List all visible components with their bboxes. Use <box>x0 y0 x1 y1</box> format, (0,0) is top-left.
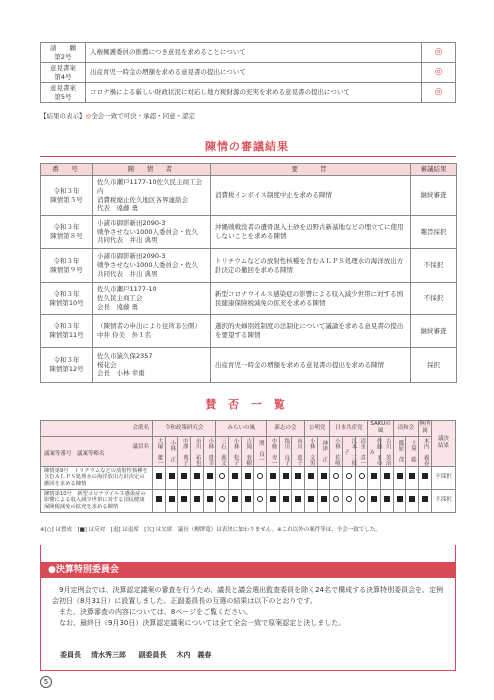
sc-paragraph: 9月定例会では、決算認定議案の審査を行うため、議長と議会選出監査委員を除く24名で構成する決算特別委員会を、定例会初日（8月31日）に設置しました。正副委員長の互選の結果は以下のとおりです。 <box>52 586 444 605</box>
col-header-number: 番 号 <box>41 164 93 176</box>
member-name: 小林 佐岐 <box>330 436 343 466</box>
petition-summary: 沖縄戦戦没者の遺骨混入土砂を辺野古新基地などの埋立てに使用しないことを求める陳情 <box>211 216 411 249</box>
resolution-subject: 人権擁護委員の推薦につき意見を求めることについて <box>86 43 422 63</box>
petition-result: 不採択 <box>411 249 457 283</box>
vice-chair-name: 木内 義春 <box>176 651 212 659</box>
party-name: 公明党 <box>305 421 330 437</box>
petition-summary: 出産育児一時金の増額を求める意見書の提出を求める陳情 <box>211 348 411 383</box>
party-name: 清和会 <box>393 421 418 437</box>
oppose-mark-icon <box>371 496 377 502</box>
vote-cell <box>406 466 419 489</box>
oppose-mark-icon <box>245 496 251 502</box>
vote-cell <box>229 466 242 489</box>
oppose-mark-icon <box>194 473 200 479</box>
member-header-row <box>41 436 456 466</box>
petitioner: 佐久市瀬戸1177-10佐久民主商工会内 消費税廃止佐久地区各界連絡会 代表 遠藤 勇 <box>93 176 211 216</box>
member-name: 市川 恵子 <box>292 436 305 466</box>
vote-cell <box>393 489 406 512</box>
oppose-mark-icon <box>169 473 175 479</box>
oppose-mark-icon <box>245 473 251 479</box>
member-name: 神津 正 <box>317 436 330 466</box>
vote-cell <box>203 466 216 489</box>
resolution-kind: 意見書案 第5号 <box>41 83 86 103</box>
member-name: 吉川 英治 <box>381 436 394 466</box>
member-name: 中澤 典子 <box>178 436 191 466</box>
committee-members <box>60 651 221 660</box>
petition-number: 令和３年 陳情第11号 <box>41 315 93 348</box>
vote-cell <box>419 466 432 489</box>
vote-row <box>41 489 456 512</box>
party-name: 令和政策研究会 <box>153 421 216 437</box>
chair-label: 委員長 <box>60 651 81 659</box>
member-name: 小林 松子 <box>229 436 242 466</box>
oppose-mark-icon <box>207 473 213 479</box>
vote-cell <box>241 466 254 489</box>
vote-cell <box>203 489 216 512</box>
page-number: 5 <box>40 676 52 688</box>
approve-mark-icon <box>219 496 225 502</box>
vote-cell <box>330 466 343 489</box>
approve-mark-icon <box>359 496 365 502</box>
oppose-mark-icon <box>384 496 390 502</box>
oppose-mark-icon <box>207 496 213 502</box>
legend-mark: ◎ <box>85 112 92 120</box>
resolution-result: ◎ <box>422 43 456 63</box>
oppose-mark-icon <box>397 496 403 502</box>
member-name: 三石 義文 <box>216 436 229 466</box>
oppose-mark-icon <box>308 473 314 479</box>
vote-cell <box>178 466 191 489</box>
petition-row <box>41 249 457 283</box>
petition-section-title: 陳情の審議結果 <box>205 140 289 153</box>
vote-cell <box>355 489 368 512</box>
vote-cell <box>254 489 267 512</box>
resolution-kind: 請 願 第2号 <box>41 43 86 63</box>
oppose-mark-icon <box>409 473 415 479</box>
approve-mark-icon <box>219 473 225 479</box>
vote-cell <box>153 466 166 489</box>
vote-cell <box>330 489 343 512</box>
petitioner: 佐久市瀬戸1177-10 佐久民主商工会 会長 遠藤 勇 <box>93 283 211 315</box>
petition-summary: 選択的夫婦別姓制度の法制化について議論を求める意見書の提出を要望する陳情 <box>211 315 411 348</box>
vote-cell <box>343 466 356 489</box>
party-name: 日本共産党 <box>330 421 368 437</box>
vote-item: 陳情第10号 新型コロナウイルス感染症の影響による収入減少世帯に対する国民健康保険税減免の拡充を求める陳情 <box>41 489 153 512</box>
oppose-mark-icon <box>283 473 289 479</box>
petition-row <box>41 348 457 383</box>
vote-cell <box>165 466 178 489</box>
oppose-mark-icon <box>270 473 276 479</box>
oppose-mark-icon <box>270 496 276 502</box>
legend-prefix: 【結果の表示】 <box>40 112 86 120</box>
sc-paragraph: なお、最終日（9月30日）決算認定議案については全て全会一致で原案認定と決しました。 <box>59 618 346 627</box>
vote-cell <box>191 466 204 489</box>
vote-cell <box>191 489 204 512</box>
vote-table <box>40 420 456 513</box>
resolution-result: ◎ <box>422 63 456 83</box>
vote-cell <box>178 489 191 512</box>
vote-cell <box>216 489 229 512</box>
vote-cell <box>419 489 432 512</box>
special-committee-body <box>52 585 444 628</box>
approve-mark-icon <box>346 496 352 502</box>
vote-cell <box>279 489 292 512</box>
vote-section-title: 賛 否 一 覧 <box>205 398 289 411</box>
vote-result: 不採択 <box>432 466 456 489</box>
member-name: 塩川 良子 <box>279 436 292 466</box>
member-name: 市川 祐也 <box>191 436 204 466</box>
approve-mark-icon <box>333 473 339 479</box>
vote-cell <box>406 489 419 512</box>
member-name: 篠原 茂 <box>393 436 406 466</box>
vote-cell <box>254 466 267 489</box>
petition-summary: トリチウムなどの放射性核種を含むＡＬＰＳ処理水の海洋放出方針決定の撤回を求める陳情 <box>211 249 411 283</box>
vote-cell <box>292 489 305 512</box>
petition-result: 趣旨採択 <box>411 216 457 249</box>
member-name: 小林 正 <box>165 436 178 466</box>
oppose-mark-icon <box>232 473 238 479</box>
resolution-row <box>41 43 456 63</box>
col-header-petitioner: 陳 情 者 <box>93 164 211 176</box>
member-header-label: 議員名 <box>132 443 149 450</box>
petitioner: 小諸市御影新田2090-3 戦争させない1000人委員会・佐久 共同代表 井出 典男 <box>93 249 211 283</box>
member-name: 佐藤 まゆみ <box>368 437 382 466</box>
petitioner: （陳情者の申出により住所非公開） 中井 伶美 外１名 <box>93 315 211 348</box>
oppose-mark-icon <box>321 496 327 502</box>
oppose-mark-icon <box>384 473 390 479</box>
vote-cell <box>317 489 330 512</box>
vote-cell <box>241 489 254 512</box>
section-divider <box>40 156 456 157</box>
party-name: 無所属 <box>419 421 431 435</box>
resolution-results-table <box>40 42 456 103</box>
vote-cell <box>229 489 242 512</box>
party-header-label: 会派名 <box>41 421 153 437</box>
oppose-mark-icon <box>283 496 289 502</box>
special-committee-title: ●決算特別委員会 <box>40 562 456 578</box>
col-header-result: 審議結果 <box>411 164 457 176</box>
vote-cell <box>153 489 166 512</box>
member-name: 中條 寿一 <box>267 436 280 466</box>
vote-cell <box>267 489 280 512</box>
resolution-row <box>41 83 456 103</box>
petition-result: 継続審査 <box>411 176 457 216</box>
vote-table-wrap <box>40 420 456 513</box>
petition-results-table <box>40 163 457 383</box>
member-name: 江本 三枝子 <box>342 437 357 466</box>
vote-row <box>41 466 456 489</box>
resolution-kind: 意見書案 第4号 <box>41 63 86 83</box>
vote-cell <box>165 489 178 512</box>
oppose-mark-icon <box>321 473 327 479</box>
vote-cell <box>393 466 406 489</box>
vote-cell <box>317 466 330 489</box>
sc-paragraph: また、決算審査の内容については、8ページをご覧ください。 <box>59 607 253 616</box>
party-name: 新志の会 <box>267 421 305 437</box>
approve-mark-icon <box>257 496 263 502</box>
petition-summary: 新型コロナウイルス感染症の影響による収入減少世帯に対する国民健康保険税減免の拡充を求める陳情 <box>211 283 411 315</box>
vote-cell <box>343 489 356 512</box>
resolution-result: ◎ <box>422 83 456 103</box>
vote-cell <box>368 466 381 489</box>
vice-chair-label: 副委員長 <box>138 651 167 659</box>
resolution-subject: コロナ禍による厳しい財政状況に対応し地方税財源の充実を求める意見書の提出について <box>86 83 422 103</box>
member-name: 清水 喜一 <box>355 436 368 466</box>
vote-cell <box>216 466 229 489</box>
approve-mark-icon <box>346 473 352 479</box>
oppose-mark-icon <box>422 496 428 502</box>
member-name: 吉岡 春樹 <box>241 436 254 466</box>
petition-result: 継続審査 <box>411 315 457 348</box>
approve-mark-icon <box>359 473 365 479</box>
legend-text: 全会一致で可決・承認・同意・認定 <box>91 112 196 120</box>
vote-cell <box>292 466 305 489</box>
member-name: 木内 義春 <box>419 436 432 466</box>
vote-cell <box>368 489 381 512</box>
col-header-summary: 要 旨 <box>211 164 411 176</box>
member-name: 小林 文男 <box>305 436 318 466</box>
vote-cell <box>267 466 280 489</box>
vote-legend: ※[○] は賛成 [■] は反対 [退] は退席 [欠] は欠席 議長（柳澤寛）は表決に加わりません。※これ以外の案件等は、全会一致でした。 <box>40 527 381 533</box>
oppose-mark-icon <box>397 473 403 479</box>
petition-result: 採択 <box>411 348 457 383</box>
oppose-mark-icon <box>194 496 200 502</box>
member-name: 土屋 聡 <box>406 436 419 466</box>
approve-mark-icon <box>333 496 339 502</box>
vote-cell <box>381 489 394 512</box>
oppose-mark-icon <box>156 496 162 502</box>
oppose-mark-icon <box>308 496 314 502</box>
petition-number: 令和３年 陳情第10号 <box>41 283 93 315</box>
member-name: 大塚 雄一 <box>153 436 166 466</box>
result-legend <box>40 112 195 121</box>
oppose-mark-icon <box>295 496 301 502</box>
vote-item: 陳情第9号 トリチウムなどの放射性核種を含むＡＬＰＳ処理水の海洋放出方針決定の撤回を求める陳情 <box>41 466 153 489</box>
petition-number: 令和３年 陳情第９号 <box>41 249 93 283</box>
oppose-mark-icon <box>409 496 415 502</box>
chair-name: 清水秀三郎 <box>91 651 126 659</box>
oppose-mark-icon <box>169 496 175 502</box>
item-header-label <box>41 436 153 466</box>
petition-row <box>41 216 457 249</box>
oppose-mark-icon <box>156 473 162 479</box>
result-header: 議決 結果 <box>432 421 456 467</box>
petition-number: 令和３年 陳情第12号 <box>41 348 93 383</box>
party-header-row <box>41 421 456 437</box>
vote-cell <box>381 466 394 489</box>
oppose-mark-icon <box>371 473 377 479</box>
resolution-row <box>41 63 456 83</box>
item-number-header: 議案等番号 議案等略名 <box>44 451 105 458</box>
petition-row <box>41 283 457 315</box>
petitioner: 佐久市猿久保2357 桜花会 会長 小林 幸重 <box>93 348 211 383</box>
vote-cell <box>305 466 318 489</box>
oppose-mark-icon <box>422 473 428 479</box>
oppose-mark-icon <box>181 473 187 479</box>
member-name: 関 良一 <box>254 436 267 466</box>
vote-cell <box>305 489 318 512</box>
petition-row <box>41 315 457 348</box>
petition-result: 不採択 <box>411 283 457 315</box>
approve-mark-icon <box>257 473 263 479</box>
vote-result: 不採択 <box>432 489 456 512</box>
member-name: 小林 貴幸 <box>203 436 216 466</box>
petition-number: 令和３年 陳情第５号 <box>41 176 93 216</box>
party-name: SAKUの風 <box>368 421 393 437</box>
petition-summary: 消費税インボイス制度中止を求める陳情 <box>211 176 411 216</box>
oppose-mark-icon <box>295 473 301 479</box>
resolution-subject: 出産育児一時金の増額を求める意見書の提出について <box>86 63 422 83</box>
vote-cell <box>355 466 368 489</box>
party-name: みらいの風 <box>216 421 267 437</box>
petition-number: 令和３年 陳情第８号 <box>41 216 93 249</box>
petition-row <box>41 176 457 216</box>
oppose-mark-icon <box>181 496 187 502</box>
petitioner: 小諸市御影新田2090-3 戦争させない1000人委員会・佐久 共同代表 井出 典男 <box>93 216 211 249</box>
oppose-mark-icon <box>232 496 238 502</box>
vote-cell <box>279 466 292 489</box>
